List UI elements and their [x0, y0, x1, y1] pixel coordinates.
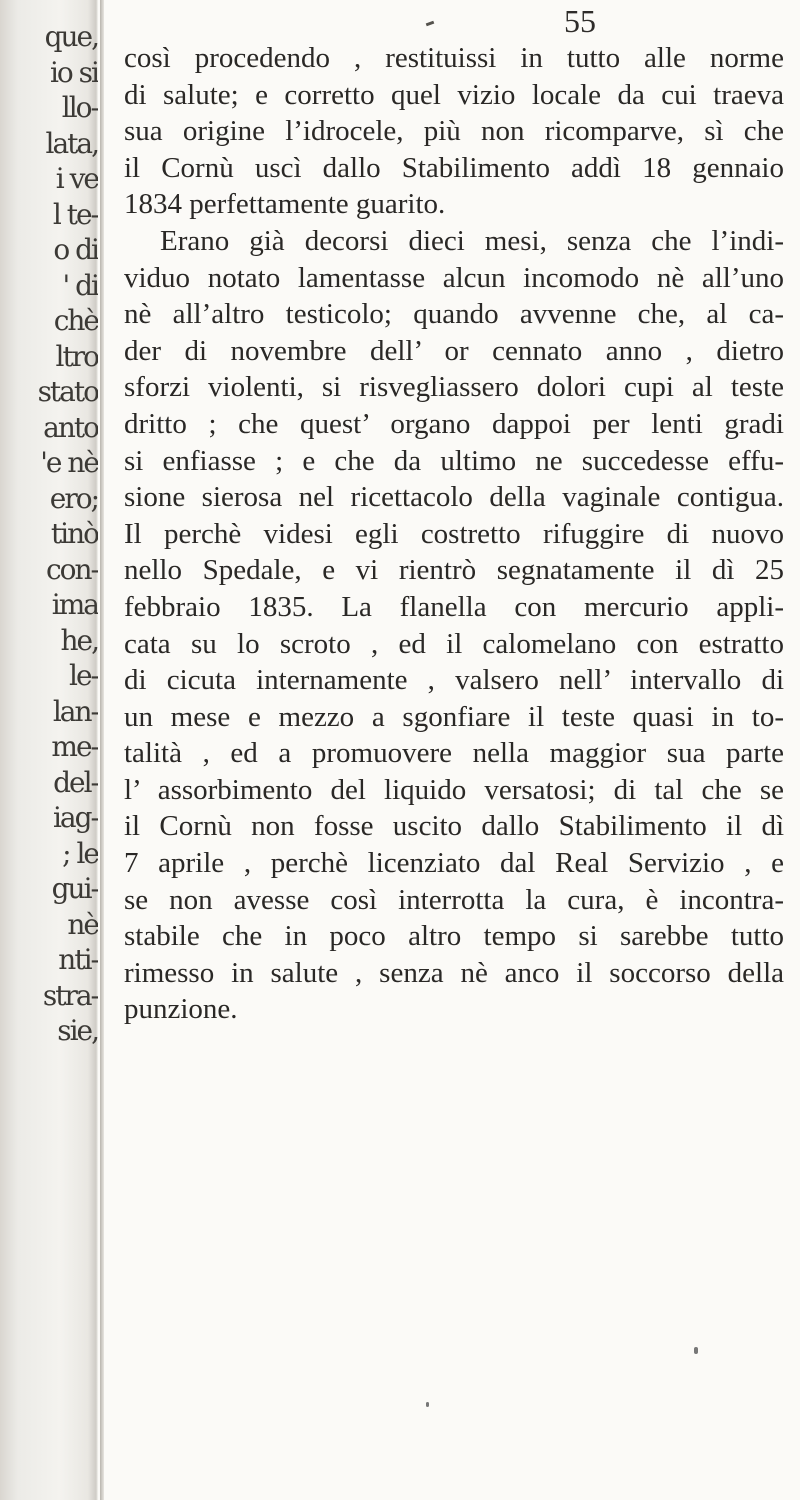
bleed-fragment: io si — [49, 55, 98, 89]
bleed-fragment: ; le — [62, 836, 98, 870]
text-line: si enfiasse ; e che da ultimo ne succedesse effu- — [124, 444, 784, 477]
text-line: nello Spedale, e vi rientrò segnatamente il dì 25 — [124, 554, 784, 587]
body-text — [124, 40, 784, 1028]
bleed-fragment: gui- — [51, 872, 98, 905]
text-line: l’ assorbimento del liquido versatosi; di tal che se — [124, 773, 784, 806]
bleed-fragment: tinò — [50, 517, 98, 550]
bleed-fragment: o di — [53, 233, 98, 266]
bleed-fragment: nè — [67, 907, 98, 941]
bleed-fragment: stra- — [42, 978, 98, 1012]
binding-shadow — [100, 0, 104, 1500]
bleed-fragment: lan- — [52, 694, 98, 728]
bleed-fragment: con- — [45, 552, 98, 586]
text-line: sforzi violenti, si risvegliassero dolori cupi al teste — [124, 371, 784, 404]
bleed-fragment: del- — [53, 765, 98, 799]
bleed-fragment: llo- — [61, 91, 98, 124]
bleed-fragment: he, — [60, 623, 98, 657]
text-line: di salute; e corretto quel vizio locale da cui traeva — [124, 78, 784, 111]
ink-speck — [426, 1402, 429, 1407]
bleed-fragment: i ve — [55, 162, 98, 195]
bleed-fragment: 'e nè — [40, 446, 98, 479]
bleed-fragment: ero; — [49, 481, 98, 515]
text-line: viduo notato lamentasse alcun incomodo nè all’uno — [124, 261, 784, 294]
text-line: Erano già decorsi dieci mesi, senza che l’indi- — [160, 224, 784, 257]
bleed-fragment: sie, — [57, 1014, 98, 1047]
bleed-fragment: que, — [44, 20, 98, 53]
text-line: punzione. — [124, 993, 238, 1026]
text-line: 7 aprile , perchè licenziato dal Real Servizio , e — [124, 847, 784, 880]
text-line: il Cornù non fosse uscito dallo Stabilimento il dì — [124, 810, 784, 843]
text-line: febbraio 1835. La flanella con mercurio appli- — [124, 590, 784, 623]
page-number: 55 — [564, 3, 596, 39]
bleed-fragment: chè — [53, 304, 98, 337]
bleed-fragment: nti- — [58, 943, 98, 976]
bleed-fragment: l te- — [52, 197, 98, 231]
text-line: dritto ; che quest’ organo dappoi per lenti gradi — [124, 407, 784, 440]
bleed-fragment: ' di — [62, 268, 98, 302]
bleed-fragment: iag- — [52, 801, 98, 834]
text-line: nè all’altro testicolo; quando avvenne che, al ca- — [124, 298, 784, 331]
text-line: Il perchè videsi egli costretto rifuggire di nuovo — [124, 517, 784, 550]
text-line: sua origine l’idrocele, più non ricomparve, sì che — [124, 115, 784, 148]
bleed-fragment: ltro — [55, 339, 98, 373]
bleed-fragment: ima — [51, 588, 98, 621]
text-line: der di novembre dell’ or cennato anno , dietro — [124, 334, 784, 367]
text-line: se non avesse così interrotta la cura, è incontra- — [124, 883, 784, 916]
text-line: talità , ed a promuovere nella maggior sua parte — [124, 737, 784, 770]
bleed-fragment: stato — [37, 375, 98, 408]
text-line: così procedendo , restituissi in tutto alle norme — [124, 42, 784, 74]
text-line: sione sierosa nel ricettacolo della vaginale contigua. — [124, 481, 784, 514]
bleed-fragment: me- — [51, 730, 98, 763]
bleed-fragment: lata, — [45, 126, 98, 160]
text-line: 1834 perfettamente guarito. — [124, 188, 446, 221]
bleed-fragment: anto — [43, 410, 98, 444]
ink-speck — [694, 1347, 698, 1354]
bleed-fragment: le- — [69, 659, 98, 692]
text-line: rimesso in salute , senza nè anco il soccorso della — [124, 956, 784, 989]
text-line: stabile che in poco altro tempo si sarebbe tutto — [124, 920, 784, 953]
text-line: il Cornù uscì dallo Stabilimento addì 18 gennaio — [124, 151, 784, 184]
text-line: di cicuta internamente , valsero nell’ intervallo di — [124, 664, 784, 697]
text-line: cata su lo scroto , ed il calomelano con estratto — [124, 627, 784, 660]
text-line: un mese e mezzo a sgonfiare il teste quasi in to- — [124, 700, 784, 733]
